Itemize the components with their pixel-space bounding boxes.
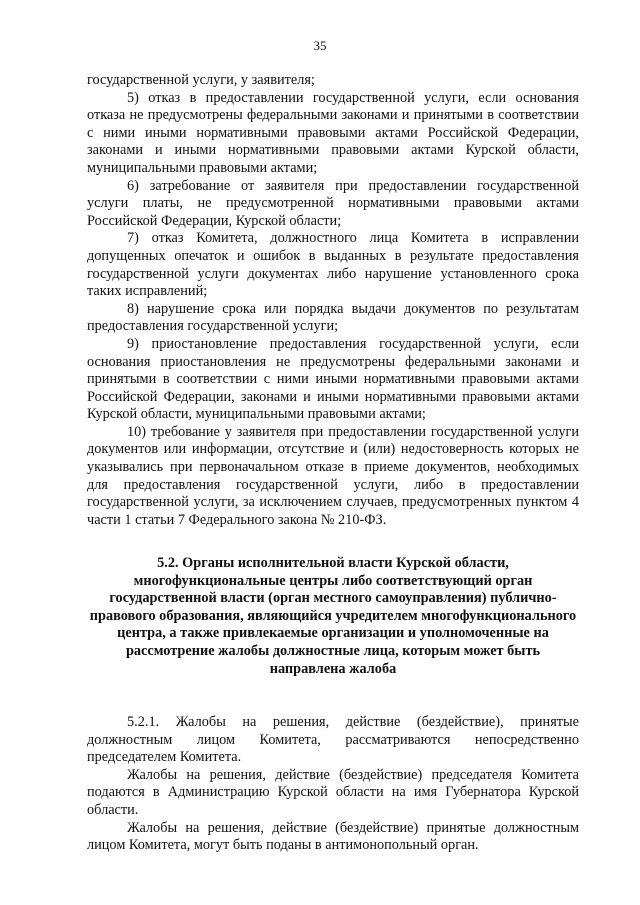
section-paragraph: Жалобы на решения, действие (бездействие) принятые должностным лицом Комитета, могут быть поданы в антимонопольный орган.: [87, 819, 579, 854]
complaint-grounds-list: [87, 72, 579, 529]
section-body: [87, 714, 579, 855]
section-paragraph: Жалобы на решения, действие (бездействие) председателя Комитета подаются в Администрацию Курской области на имя Губернатора Курской области.: [87, 766, 579, 818]
list-item: 7) отказ Комитета, должностного лица Комитета в исправлении допущенных опечаток и ошибок в выданных в результате предоставления государственной услуги документах либо нарушение установленного срока таких исправлений;: [87, 230, 579, 300]
list-item: 6) затребование от заявителя при предоставлении государственной услуги платы, не предусмотренной нормативными правовыми актами Российской Федерации, Курской области;: [87, 177, 579, 229]
section-paragraph: 5.2.1. Жалобы на решения, действие (бездействие), принятые должностным лицом Комитета, рассматриваются непосредственно председателем Комитета.: [87, 714, 579, 766]
section-heading: 5.2. Органы исполнительной власти Курской области, многофункциональные центры либо соответствующий орган государственной власти (орган местного самоуправления) публично-правового образования, являющийся учредителем многофункционального центра, а также привлекаемые организации и уполномоченные на рассмотрение жалобы должностные лица, которым может быть направлена жалоба: [89, 555, 577, 677]
list-continuation: государственной услуги, у заявителя;: [87, 72, 315, 88]
page-number: 35: [313, 38, 327, 53]
list-item: 9) приостановление предоставления государственной услуги, если основания приостановления не предусмотрены федеральными законами и принятыми в соответствии с ними иными нормативными правовыми актами Российской Федерации, законами и иными нормативными правовыми актами Курской области, муниципальными правовыми актами;: [87, 335, 579, 423]
list-item: 10) требование у заявителя при предоставлении государственной услуги документов или информации, отсутствие и (или) недостоверность которых не указывались при первоначальном отказе в приеме документов, необходимых для предоставления государственной услуги, либо в предоставлении государственной услуги, за исключением случаев, предусмотренных пунктом 4 части 1 статьи 7 Федерального закона № 210-ФЗ.: [87, 423, 579, 528]
list-item: 5) отказ в предоставлении государственной услуги, если основания отказа не предусмотрены федеральными законами и принятыми в соответствии с ними иными нормативными правовыми актами Российской Федерации, законами и иными нормативными правовыми актами Курской области, муниципальными правовыми актами;: [87, 89, 579, 176]
list-item: 8) нарушение срока или порядка выдачи документов по результатам предоставления государственной услуги;: [87, 300, 579, 335]
